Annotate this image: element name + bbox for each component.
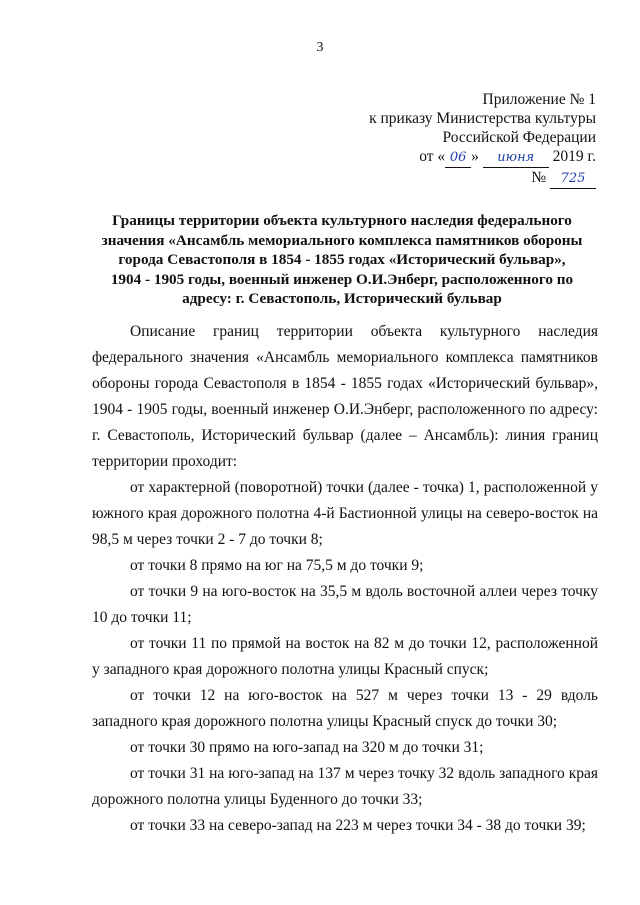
paragraph: от характерной (поворотной) точки (далее - точка) 1, расположенной у южного края дорожного полотна 4-й Бастионной улицы на северо-восток на 98,5 м через точки 2 - 7 до точки 8; — [92, 479, 598, 548]
title-line: города Севастополя в 1854 - 1855 годах «Исторический бульвар», — [118, 251, 566, 268]
appendix-date — [276, 147, 596, 168]
date-mid: » — [471, 148, 483, 165]
paragraph: от точки 30 прямо на юго-запад на 320 м до точки 31; — [130, 739, 484, 756]
appendix-line: Российской Федерации — [442, 129, 596, 146]
appendix-number — [276, 168, 596, 189]
date-prefix: от « — [419, 148, 446, 165]
title-line: значения «Ансамбль мемориального комплекса памятников обороны — [101, 231, 583, 249]
handwritten-month: июня — [497, 150, 535, 165]
handwritten-number: 725 — [560, 171, 586, 186]
page-number: 3 — [316, 40, 324, 55]
paragraph: от точки 8 прямо на юг на 75,5 м до точки 9; — [130, 557, 424, 574]
appendix-header — [276, 90, 596, 189]
title-line: Границы территории объекта культурного наследия федерального — [112, 212, 572, 229]
paragraph: Описание границ территории объекта культурного наследия федерального значения «Ансамбль мемориального комплекса памятников обороны города Севастополя в 1854 - 1855 годах «Исторический бульвар», 1904 - 1905 годы, военный инженер О.И.Энберг, расположенного по адресу: г. Севастополь, Исторический бульвар (далее – Ансамбль): линия границ территории проходит: — [92, 323, 598, 470]
document-title — [92, 211, 592, 309]
paragraph: от точки 9 на юго-восток на 35,5 м вдоль восточной аллеи через точку 10 до точки 11; — [92, 583, 598, 626]
paragraph: от точки 12 на юго-восток на 527 м через точки 13 - 29 вдоль западного края дорожного полотна улицы Красный спуск до точки 30; — [92, 687, 598, 730]
appendix-line: Приложение № 1 — [482, 91, 596, 108]
document-body — [92, 319, 598, 839]
paragraph: от точки 33 на северо-запад на 223 м через точки 34 - 38 до точки 39; — [130, 817, 586, 834]
paragraph: от точки 11 по прямой на восток на 82 м до точки 12, расположенной у западного края дорожного полотна улицы Красный спуск; — [92, 635, 598, 678]
title-line: 1904 - 1905 годы, военный инженер О.И.Энберг, расположенного по — [110, 270, 574, 288]
date-year: 2019 г. — [552, 148, 596, 165]
title-line: адресу: г. Севастополь, Исторический бульвар — [182, 290, 502, 307]
handwritten-day: 06 — [449, 150, 467, 165]
appendix-line: к приказу Министерства культуры — [369, 110, 596, 127]
number-prefix: № — [531, 169, 550, 186]
paragraph: от точки 31 на юго-запад на 137 м через точку 32 вдоль западного края дорожного полотна улицы Буденного до точки 33; — [92, 765, 598, 808]
